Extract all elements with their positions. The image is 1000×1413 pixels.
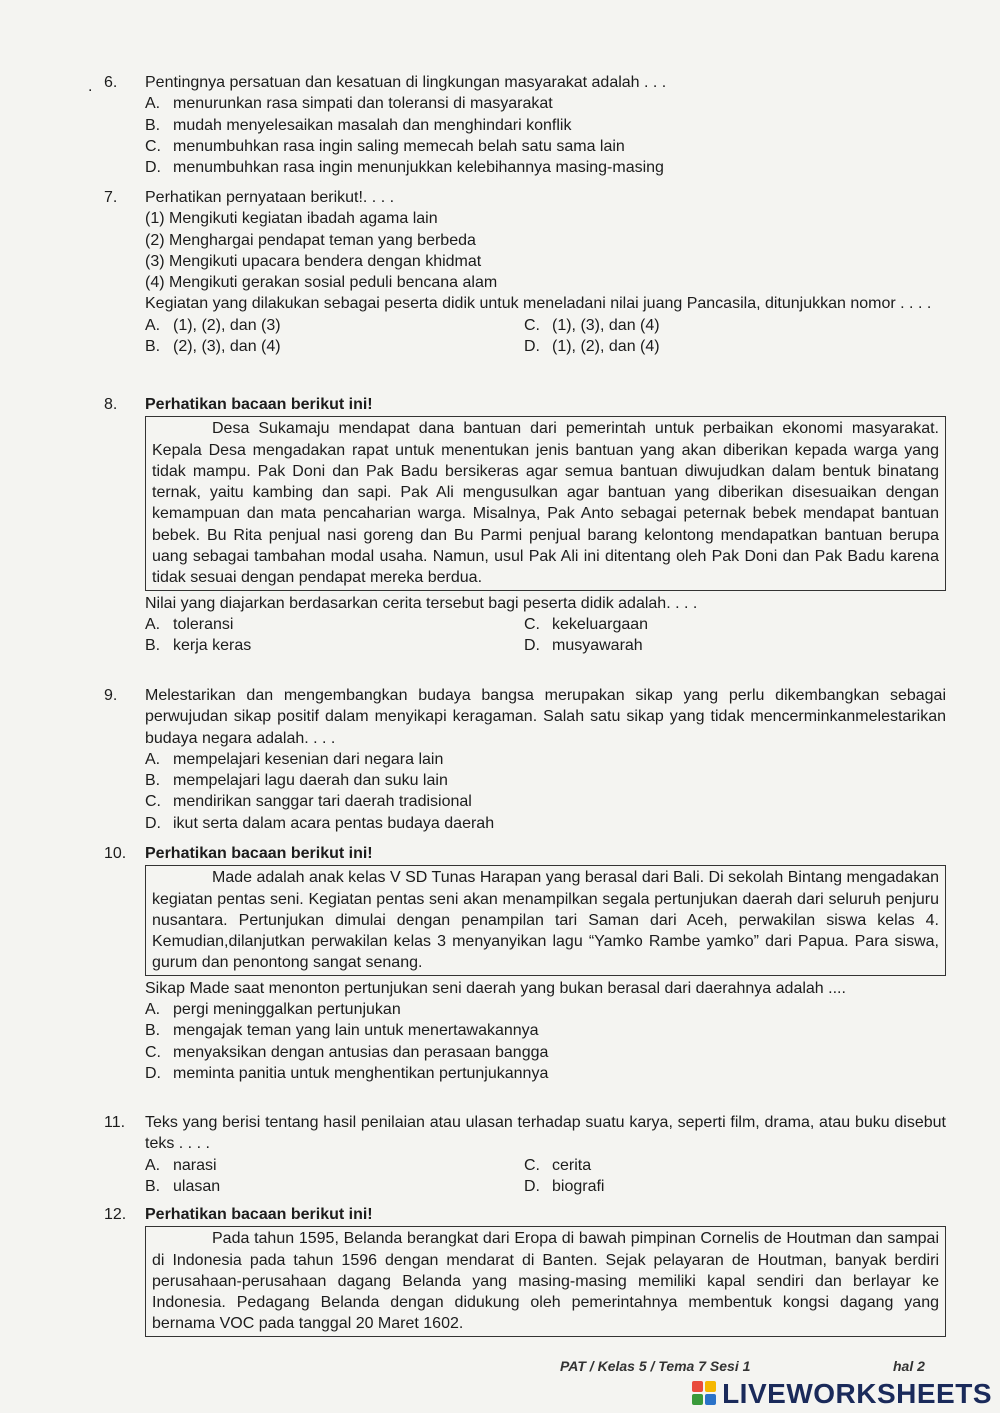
option-b[interactable]: B. (2), (3), dan (4) xyxy=(145,338,281,356)
option-d[interactable]: D. ikut serta dalam acara pentas budaya daerah xyxy=(145,814,495,832)
question-heading: Perhatikan bacaan berikut ini! xyxy=(145,396,373,413)
question-heading: Perhatikan bacaan berikut ini! xyxy=(145,1206,373,1223)
question-stem: Teks yang berisi tentang hasil penilaian atau ulasan terhadap suatu karya, seperti film, drama, atau buku disebut teks . . . . xyxy=(145,1114,946,1153)
option-d[interactable]: D. meminta panitia untuk menghentikan pertunjukannya xyxy=(145,1064,549,1082)
question-heading: Perhatikan bacaan berikut ini! xyxy=(145,845,373,862)
question-number: 11. xyxy=(104,1114,126,1131)
question-number: 9. xyxy=(104,687,118,704)
option-d[interactable]: D. biografi xyxy=(524,1177,605,1195)
option-d[interactable]: D. (1), (2), dan (4) xyxy=(524,338,660,356)
margin-dot: . xyxy=(88,78,93,95)
option-a[interactable]: A. menurunkan rasa simpati dan toleransi di masyarakat xyxy=(145,95,553,113)
option-c[interactable]: C. kekeluargaan xyxy=(524,615,649,633)
option-d[interactable]: D. menumbuhkan rasa ingin menunjukkan kelebihannya masing-masing xyxy=(145,159,664,177)
option-a[interactable]: A. toleransi xyxy=(145,615,234,633)
logo-icon xyxy=(692,1381,718,1407)
question-number: 8. xyxy=(104,396,118,413)
option-c[interactable]: C. menyaksikan dengan antusias dan perasaan bangga xyxy=(145,1043,549,1061)
reading-passage: Pada tahun 1595, Belanda berangkat dari Eropa di bawah pimpinan Cornelis de Houtman dan sampai di Indonesia pada tahun 1596 dengan mendarat di Banten. Sejak pelayaran de Houtman, banyak berdiri perusahaan-perusahaan dagang Belanda yang masing-masing memiliki kapal sendiri dan berlayar ke Indonesia. Pedagang Belanda dengan didukung oleh pemerintahnya membentuk kongsi dagang yang bernama VOC pada tanggal 20 Maret 1602. xyxy=(145,1226,946,1336)
question-stem: Pentingnya persatuan dan kesatuan di lingkungan masyarakat adalah . . . xyxy=(145,74,667,91)
footer-label: PAT / Kelas 5 / Tema 7 Sesi 1 xyxy=(560,1358,751,1374)
statement: (3) Mengikuti upacara bendera dengan khidmat xyxy=(145,252,482,270)
option-c[interactable]: C. menumbuhkan rasa ingin saling memecah belah satu sama lain xyxy=(145,137,625,155)
question-number: 6. xyxy=(104,74,118,91)
liveworksheets-logo[interactable] xyxy=(692,1378,992,1410)
question-prompt: Nilai yang diajarkan berdasarkan cerita tersebut bagi peserta didik adalah. . . . xyxy=(145,594,698,612)
question-7 xyxy=(104,187,946,357)
option-c[interactable]: C. mendirikan sanggar tari daerah tradisional xyxy=(145,793,472,811)
option-b[interactable]: B. ulasan xyxy=(145,1177,221,1195)
option-b[interactable]: B. mempelajari lagu daerah dan suku lain xyxy=(145,772,448,790)
question-prompt: Kegiatan yang dilakukan sebagai peserta didik untuk meneladani nilai juang Pancasila, ditunjukkan nomor . . . . xyxy=(145,295,932,313)
question-stem: Perhatikan pernyataan berikut!. . . . xyxy=(145,189,395,206)
statement: (4) Mengikuti gerakan sosial peduli bencana alam xyxy=(145,274,498,292)
statement: (1) Mengikuti kegiatan ibadah agama lain xyxy=(145,210,438,228)
option-b[interactable]: B. kerja keras xyxy=(145,637,252,655)
question-number: 12. xyxy=(104,1206,127,1223)
question-10 xyxy=(104,843,946,1084)
question-8 xyxy=(104,394,946,657)
option-a[interactable]: A. (1), (2), dan (3) xyxy=(145,316,281,334)
reading-passage: Made adalah anak kelas V SD Tunas Harapan yang berasal dari Bali. Di sekolah Bintang mengadakan kegiatan pentas seni. Kegiatan pentas seni akan menampilkan segala pertunjukan daerah dari seluruh penjuru nusantara. Pertunjukan dimulai dengan penampilan tari Saman dari Aceh, perwakilan siswa kelas 4. Kemudian,dilanjutkan perwakilan kelas 3 menyanyikan lagu “Yamko Rambe yamko” dari Papua. Para siswa, gurum dan penontong sangat senang. xyxy=(145,865,946,975)
option-c[interactable]: C. (1), (3), dan (4) xyxy=(524,316,660,334)
option-d[interactable]: D. musyawarah xyxy=(524,637,643,655)
option-b[interactable]: B. mengajak teman yang lain untuk menertawakannya xyxy=(145,1022,539,1040)
question-prompt: Sikap Made saat menonton pertunjukan seni daerah yang bukan berasal dari daerahnya adalah .... xyxy=(145,979,846,997)
question-11 xyxy=(104,1112,946,1197)
question-number: 10. xyxy=(104,845,127,862)
option-a[interactable]: A. narasi xyxy=(145,1156,217,1174)
option-a[interactable]: A. mempelajari kesenian dari negara lain xyxy=(145,750,444,768)
option-a[interactable]: A. pergi meninggalkan pertunjukan xyxy=(145,1001,401,1019)
reading-passage: Desa Sukamaju mendapat dana bantuan dari pemerintah untuk perbaikan ekonomi masyarakat. Kepala Desa mengadakan rapat untuk menentukan jenis bantuan yang akan diberikan kepada warga yang tidak mampu. Pak Doni dan Pak Badu bersikeras agar semua bantuan diwujudkan dalam bentuk binatang ternak, yaitu kambing dan sapi. Pak Ali mengusulkan agar bantuan yang diberikan disesuaikan dengan kemampuan dan mata pencaharian warga. Misalnya, Pak Anto sebagai peternak bebek mendapat bantuan bebek. Bu Rita penjual nasi goreng dan Bu Parmi penjual barang kelontong mendapatkan bantuan berupa uang sebagai tambahan modal usaha. Namun, usul Pak Ali ini ditentang oleh Pak Doni dan Pak Badu karena tidak sesuai dengan pendapat mereka berdua. xyxy=(145,416,946,590)
brand-name: LIVEWORKSHEETS xyxy=(722,1378,992,1409)
option-b[interactable]: B. mudah menyelesaikan masalah dan menghindari konflik xyxy=(145,116,572,134)
question-number: 7. xyxy=(104,189,118,206)
question-stem: Melestarikan dan mengembangkan budaya bangsa merupakan sikap yang perlu dikembangkan sebagai perwujudan sikap positif dalam menyikapi keragaman. Salah satu sikap yang tidak mencerminkanmelestarikan budaya negara adalah. . . . xyxy=(145,687,946,747)
question-12 xyxy=(104,1204,946,1339)
footer-page: hal 2 xyxy=(893,1358,925,1374)
statement: (2) Menghargai pendapat teman yang berbeda xyxy=(145,231,476,249)
option-c[interactable]: C. cerita xyxy=(524,1156,592,1174)
question-6 xyxy=(104,72,946,178)
question-9 xyxy=(104,685,946,834)
